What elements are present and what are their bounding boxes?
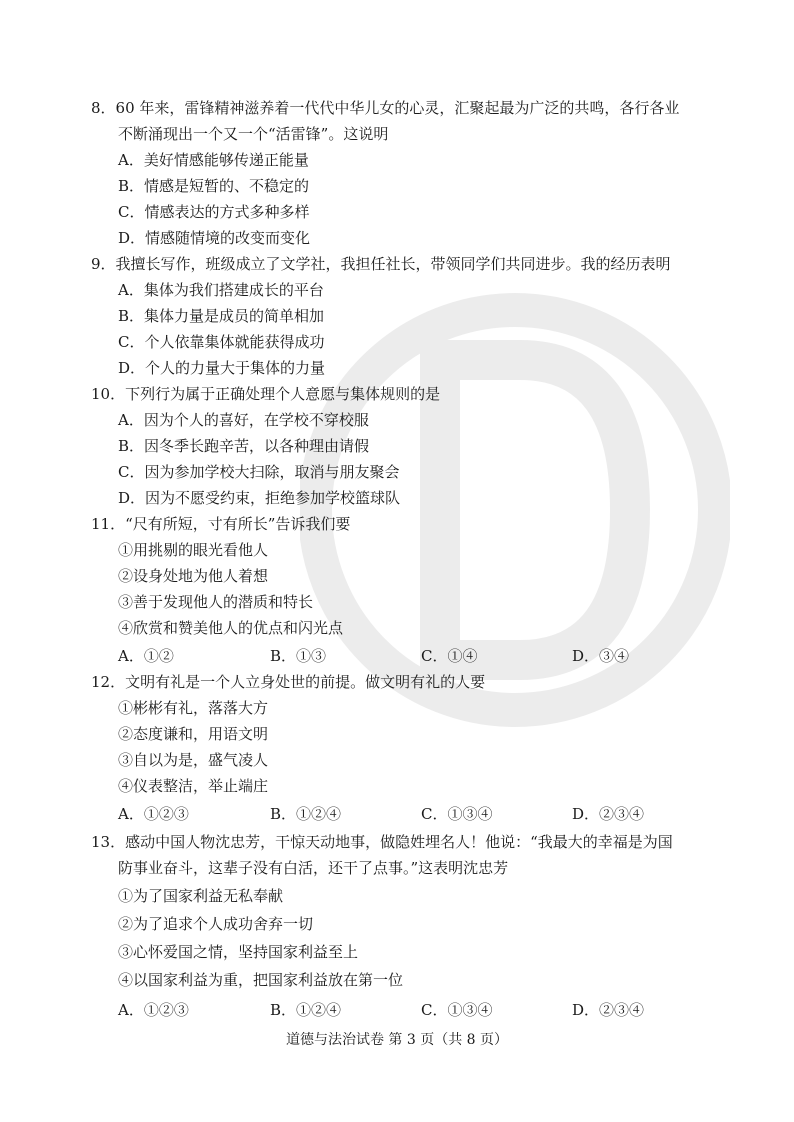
question-8-stem-line-2: 不断涌现出一个又一个“活雷锋”。这说明 xyxy=(118,125,389,143)
question-12-statement-4: ④仪表整洁，举止端庄 xyxy=(118,777,269,795)
question-11-statement-4: ④欣赏和赞美他人的优点和闪光点 xyxy=(118,619,344,637)
question-12-statement-1: ①彬彬有礼，落落大方 xyxy=(118,699,269,717)
question-13-statement-1: ①为了国家利益无私奉献 xyxy=(118,887,284,905)
question-11-choice-a: A．①② xyxy=(118,647,174,665)
question-9-stem: 9．我擅长写作，班级成立了文学社，我担任社长，带领同学们共同进步。我的经历表明 xyxy=(91,255,671,273)
question-11-choice-b: B．①③ xyxy=(270,647,327,665)
page-footer: 道德与法治试卷 第 3 页（共 8 页） xyxy=(285,1032,509,1048)
question-12-statement-2: ②态度谦和，用语文明 xyxy=(118,725,269,743)
question-8-option-c: C．情感表达的方式多种多样 xyxy=(118,203,310,221)
question-13-choice-b: B．①②④ xyxy=(270,1001,342,1019)
question-9-option-c: C．个人依靠集体就能获得成功 xyxy=(118,333,325,351)
question-13-statement-2: ②为了追求个人成功舍弃一切 xyxy=(118,915,314,933)
question-10-option-a: A．因为个人的喜好，在学校不穿校服 xyxy=(118,411,369,429)
question-13-choice-d: D．②③④ xyxy=(572,1001,645,1019)
question-11-choice-c: C．①④ xyxy=(421,647,478,665)
question-10-option-b: B．因冬季长跑辛苦，以各种理由请假 xyxy=(118,437,370,455)
question-13-statement-4: ④以国家利益为重，把国家利益放在第一位 xyxy=(118,971,404,989)
question-12-choice-a: A．①②③ xyxy=(118,805,189,823)
question-13-choice-a: A．①②③ xyxy=(118,1001,189,1019)
question-13-stem-line-1: 13．感动中国人物沈忠芳，干惊天动地事，做隐姓埋名人！他说：“我最大的幸福是为国 xyxy=(91,833,673,851)
question-10-option-d: D．因为不愿受约束，拒绝参加学校篮球队 xyxy=(118,489,401,507)
question-12-choice-b: B．①②④ xyxy=(270,805,342,823)
question-9-option-d: D．个人的力量大于集体的力量 xyxy=(118,359,326,377)
question-12-statement-3: ③自以为是，盛气凌人 xyxy=(118,751,269,769)
question-13-stem-line-2: 防事业奋斗，这辈子没有白活，还干了点事。”这表明沈忠芳 xyxy=(118,859,509,877)
question-10-option-c: C．因为参加学校大扫除，取消与朋友聚会 xyxy=(118,463,400,481)
question-11-stem: 11．“尺有所短，寸有所长”告诉我们要 xyxy=(91,515,351,533)
question-12-stem: 12．文明有礼是一个人立身处世的前提。做文明有礼的人要 xyxy=(91,673,486,691)
question-11-statement-3: ③善于发现他人的潜质和特长 xyxy=(118,593,314,611)
question-8-option-a: A．美好情感能够传递正能量 xyxy=(118,151,309,169)
question-8-option-b: B．情感是短暂的、不稳定的 xyxy=(118,177,310,195)
question-11-statement-1: ①用挑剔的眼光看他人 xyxy=(118,541,269,559)
question-11-statement-2: ②设身处地为他人着想 xyxy=(118,567,269,585)
question-11-choice-d: D．③④ xyxy=(572,647,630,665)
question-8-stem-line-1: 8．60 年来，雷锋精神滋养着一代代中华儿女的心灵，汇聚起最为广泛的共鸣，各行各业 xyxy=(91,99,680,117)
question-13-choice-c: C．①③④ xyxy=(421,1001,493,1019)
question-12-choice-c: C．①③④ xyxy=(421,805,493,823)
question-8-option-d: D．情感随情境的改变而变化 xyxy=(118,229,311,247)
question-12-choice-d: D．②③④ xyxy=(572,805,645,823)
question-13-statement-3: ③心怀爱国之情，坚持国家利益至上 xyxy=(118,943,359,961)
question-9-option-a: A．集体为我们搭建成长的平台 xyxy=(118,281,324,299)
question-10-stem: 10．下列行为属于正确处理个人意愿与集体规则的是 xyxy=(91,385,441,403)
question-9-option-b: B．集体力量是成员的简单相加 xyxy=(118,307,325,325)
